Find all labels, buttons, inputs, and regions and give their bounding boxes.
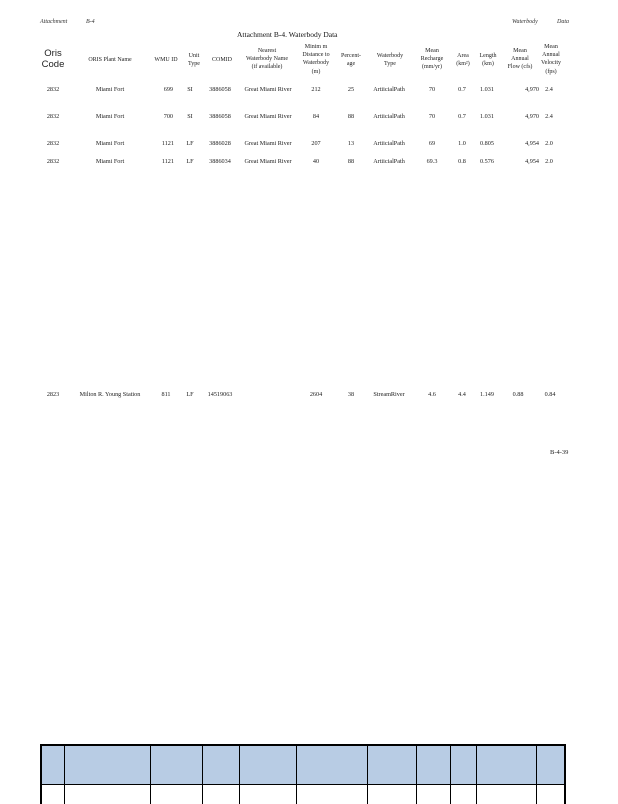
col-header-line: Nearest: [257, 48, 277, 54]
col-header-line: Area: [457, 53, 469, 59]
col-header-percentage: [336, 52, 366, 68]
cell-waterbody-type: ArtiicialPath: [373, 86, 405, 93]
cell-min-distance: 2604: [309, 391, 323, 398]
cell-waterbody-type: StreamRiver: [373, 391, 405, 398]
cell-area: 0.7: [458, 113, 466, 120]
cell-plant-name: Miami Fort: [95, 86, 125, 93]
cell-mean-flow: 4,954: [525, 140, 539, 147]
cell-mean-flow: 4,954: [525, 158, 539, 165]
cell-wmu-id: 1121: [161, 140, 174, 147]
cell-plant-name: Miami Fort: [95, 113, 125, 120]
table-column-divider: [150, 746, 151, 804]
col-header-area: [450, 52, 476, 68]
cell-min-distance: 207: [311, 140, 321, 147]
cell-length: 0.576: [480, 158, 494, 165]
cell-min-distance: 84: [312, 113, 320, 120]
col-header-plant-name: [72, 56, 148, 64]
col-header-line: Code: [41, 59, 65, 70]
cell-mean-recharge: 69: [428, 140, 436, 147]
col-header-unit-type: [182, 52, 206, 68]
cell-length: 0.805: [480, 140, 494, 147]
table-column-divider: [64, 746, 65, 804]
cell-comid: 3886028: [209, 140, 231, 147]
cell-percentage: 38: [347, 391, 355, 398]
cell-oris-code: 2832: [46, 158, 60, 165]
table-title: Attachment B-4. Waterbody Data: [237, 30, 338, 39]
cell-oris-code: 2832: [46, 140, 60, 147]
cell-oris-code: 2832: [46, 86, 60, 93]
cell-area: 4.4: [458, 391, 466, 398]
col-header-line: WMU ID: [154, 57, 178, 63]
table-column-divider: [450, 746, 451, 804]
cell-min-distance: 212: [311, 86, 321, 93]
empty-table-header-band: [42, 746, 564, 785]
col-header-min-distance: [294, 43, 338, 76]
col-header-line: (km): [482, 61, 494, 68]
col-header-line: Mean: [425, 48, 439, 54]
cell-mean-recharge: 70: [428, 113, 436, 120]
table-column-divider: [367, 746, 368, 804]
cell-unit-type: SI: [187, 86, 193, 93]
col-header-wmu-id: [148, 56, 184, 64]
col-header-line: age: [346, 61, 356, 68]
col-header-line: Mean: [513, 48, 527, 54]
col-header-mean-flow: [502, 47, 538, 72]
cell-min-distance: 40: [312, 158, 320, 165]
cell-wmu-id: 699: [163, 86, 173, 93]
header-data-label: Data: [557, 19, 569, 25]
cell-area: 1.0: [458, 140, 466, 147]
cell-waterbody-type: ArtiicialPath: [373, 113, 405, 120]
cell-unit-type: SI: [187, 113, 193, 120]
cell-wmu-id: 1121: [161, 158, 174, 165]
cell-percentage: 25: [347, 86, 355, 93]
table-column-divider: [296, 746, 297, 804]
cell-waterbody-type: ArtiicialPath: [373, 140, 405, 147]
col-header-line: ORIS Plant Name: [88, 57, 132, 63]
table-column-divider: [476, 746, 477, 804]
header-attachment-label: Attachment: [40, 19, 68, 25]
header-waterbody-label: Waterbody: [512, 19, 538, 25]
cell-comid: 3886058: [209, 113, 231, 120]
col-header-mean-recharge: [414, 47, 450, 72]
col-header-line: Waterbody: [302, 60, 330, 67]
page-number: B-4-39: [550, 449, 569, 456]
table-column-divider: [536, 746, 537, 804]
col-header-line: Type: [384, 61, 396, 68]
cell-oris-code: 2823: [46, 391, 60, 398]
cell-comid: 3886058: [209, 86, 231, 93]
col-header-line: Waterbody: [376, 53, 404, 59]
cell-percentage: 88: [347, 158, 355, 165]
col-header-line: Flow (cfs): [507, 64, 533, 71]
col-header-line: (if available): [251, 64, 283, 71]
cell-waterbody-name: Great Miami River: [244, 86, 292, 93]
col-header-line: Percent-: [341, 53, 361, 59]
col-header-line: Minim m: [304, 44, 328, 50]
col-header-line: COMID: [211, 57, 232, 63]
cell-comid: 3886034: [209, 158, 231, 165]
col-header-line: (km²): [456, 61, 470, 68]
col-header-line: Recharge: [420, 56, 444, 63]
cell-plant-name: Miami Fort: [95, 158, 125, 165]
col-header-line: (mm/yr): [422, 64, 442, 71]
cell-area: 0.8: [458, 158, 466, 165]
cell-mean-flow: 4,970: [525, 86, 539, 93]
cell-percentage: 13: [347, 140, 355, 147]
cell-length: 1.149: [480, 391, 494, 398]
col-header-line: Oris: [44, 48, 62, 59]
col-header-line: Annual: [511, 56, 529, 63]
col-header-oris-code: [36, 48, 70, 70]
col-header-line: (m): [311, 68, 321, 75]
col-header-line: Mean: [544, 44, 558, 50]
col-header-line: Waterbody Name: [246, 56, 288, 63]
col-header-line: Unit: [188, 53, 200, 59]
empty-table-grid: [40, 744, 566, 804]
cell-unit-type: LF: [186, 158, 194, 165]
col-header-line: Length: [479, 53, 497, 59]
col-header-line: Annual: [542, 52, 560, 59]
col-header-line: (fps): [545, 68, 557, 75]
cell-mean-velocity: 2.0: [545, 158, 553, 165]
col-header-comid: [206, 56, 238, 64]
cell-waterbody-name: Great Miami River: [244, 113, 292, 120]
cell-percentage: 88: [347, 113, 355, 120]
table-column-divider: [416, 746, 417, 804]
cell-mean-recharge: 70: [428, 86, 436, 93]
table-column-divider: [239, 746, 240, 804]
col-header-mean-velocity: [536, 43, 566, 76]
col-header-line: Velocity: [541, 60, 561, 67]
cell-unit-type: LF: [186, 391, 194, 398]
cell-length: 1.031: [480, 86, 494, 93]
cell-waterbody-name: Great Miami River: [244, 158, 292, 165]
cell-unit-type: LF: [186, 140, 194, 147]
cell-wmu-id: 811: [161, 391, 171, 398]
cell-plant-name: Miami Fort: [95, 140, 125, 147]
cell-comid: 14519063: [207, 391, 233, 398]
cell-mean-flow: 4,970: [525, 113, 539, 120]
cell-plant-name: Milton R. Young Station: [79, 391, 141, 398]
cell-length: 1.031: [480, 113, 494, 120]
cell-mean-recharge: 69.3: [426, 158, 438, 165]
cell-mean-velocity: 0.84: [544, 391, 556, 398]
cell-area: 0.7: [458, 86, 466, 93]
table-column-divider: [202, 746, 203, 804]
cell-mean-flow: 0.88: [512, 391, 524, 398]
cell-oris-code: 2832: [46, 113, 60, 120]
cell-wmu-id: 700: [163, 113, 173, 120]
cell-mean-velocity: 2.4: [545, 86, 553, 93]
col-header-waterbody-name: [238, 47, 296, 72]
cell-waterbody-name: Great Miami River: [244, 140, 292, 147]
col-header-waterbody-type: [366, 52, 414, 68]
col-header-length: [474, 52, 502, 68]
cell-mean-velocity: 2.0: [545, 140, 553, 147]
col-header-line: Distance to: [302, 52, 330, 59]
cell-waterbody-type: ArtiicialPath: [373, 158, 405, 165]
col-header-line: Type: [188, 61, 200, 68]
header-attachment-code: B-4: [86, 19, 95, 25]
cell-mean-recharge: 4.6: [428, 391, 436, 398]
cell-mean-velocity: 2.4: [545, 113, 553, 120]
